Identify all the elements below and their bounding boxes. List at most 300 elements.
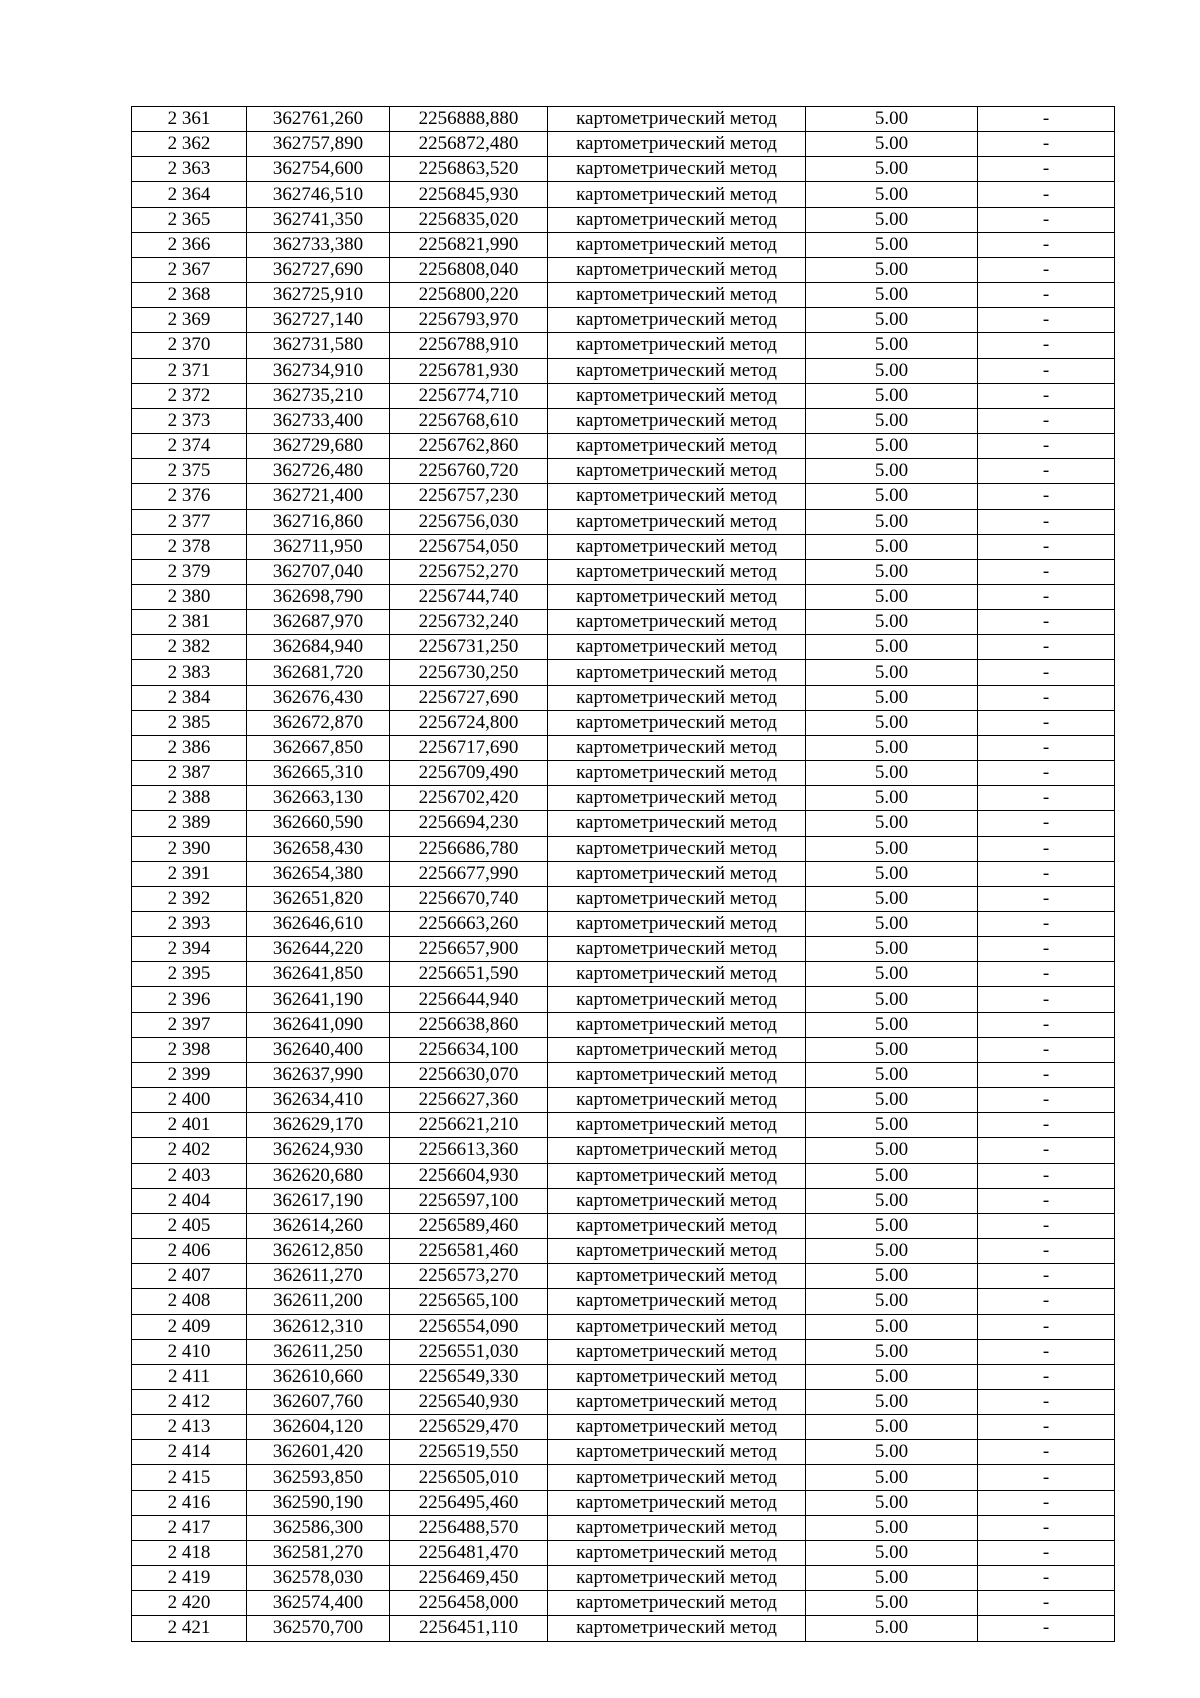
y-coordinate-cell: 2256638,860 [390, 1012, 548, 1037]
point-number-cell: 2 395 [132, 962, 247, 987]
point-number-cell: 2 420 [132, 1591, 247, 1616]
note-cell: - [978, 182, 1115, 207]
x-coordinate-cell: 362660,590 [247, 811, 390, 836]
point-number-cell: 2 398 [132, 1037, 247, 1062]
method-cell: картометрический метод [548, 232, 806, 257]
table-row [132, 1213, 1115, 1238]
table-row [132, 257, 1115, 282]
table-row [132, 434, 1115, 459]
table-row [132, 283, 1115, 308]
note-cell: - [978, 283, 1115, 308]
x-coordinate-cell: 362593,850 [247, 1465, 390, 1490]
accuracy-cell: 5.00 [806, 685, 978, 710]
y-coordinate-cell: 2256540,930 [390, 1389, 548, 1414]
note-cell: - [978, 107, 1115, 132]
point-number-cell: 2 418 [132, 1540, 247, 1565]
method-cell: картометрический метод [548, 157, 806, 182]
table-row [132, 1389, 1115, 1414]
y-coordinate-cell: 2256630,070 [390, 1062, 548, 1087]
y-coordinate-cell: 2256835,020 [390, 207, 548, 232]
point-number-cell: 2 377 [132, 509, 247, 534]
x-coordinate-cell: 362641,090 [247, 1012, 390, 1037]
method-cell: картометрический метод [548, 786, 806, 811]
y-coordinate-cell: 2256731,250 [390, 635, 548, 660]
method-cell: картометрический метод [548, 685, 806, 710]
x-coordinate-cell: 362644,220 [247, 937, 390, 962]
table-row [132, 1415, 1115, 1440]
accuracy-cell: 5.00 [806, 1289, 978, 1314]
note-cell: - [978, 1289, 1115, 1314]
accuracy-cell: 5.00 [806, 1515, 978, 1540]
x-coordinate-cell: 362698,790 [247, 584, 390, 609]
table-row [132, 1113, 1115, 1138]
accuracy-cell: 5.00 [806, 534, 978, 559]
y-coordinate-cell: 2256488,570 [390, 1515, 548, 1540]
table-row [132, 1163, 1115, 1188]
table-row [132, 1289, 1115, 1314]
y-coordinate-cell: 2256821,990 [390, 232, 548, 257]
point-number-cell: 2 397 [132, 1012, 247, 1037]
method-cell: картометрический метод [548, 1616, 806, 1641]
method-cell: картометрический метод [548, 584, 806, 609]
table-row [132, 761, 1115, 786]
accuracy-cell: 5.00 [806, 1188, 978, 1213]
accuracy-cell: 5.00 [806, 1037, 978, 1062]
point-number-cell: 2 396 [132, 987, 247, 1012]
table-row [132, 1138, 1115, 1163]
note-cell: - [978, 1037, 1115, 1062]
note-cell: - [978, 509, 1115, 534]
accuracy-cell: 5.00 [806, 1540, 978, 1565]
note-cell: - [978, 232, 1115, 257]
method-cell: картометрический метод [548, 861, 806, 886]
x-coordinate-cell: 362637,990 [247, 1062, 390, 1087]
point-number-cell: 2 400 [132, 1088, 247, 1113]
note-cell: - [978, 434, 1115, 459]
note-cell: - [978, 1138, 1115, 1163]
x-coordinate-cell: 362611,250 [247, 1339, 390, 1364]
y-coordinate-cell: 2256757,230 [390, 484, 548, 509]
table-row [132, 232, 1115, 257]
table-row [132, 1465, 1115, 1490]
point-number-cell: 2 385 [132, 710, 247, 735]
x-coordinate-cell: 362725,910 [247, 283, 390, 308]
accuracy-cell: 5.00 [806, 1465, 978, 1490]
point-number-cell: 2 363 [132, 157, 247, 182]
point-number-cell: 2 414 [132, 1440, 247, 1465]
x-coordinate-cell: 362672,870 [247, 710, 390, 735]
note-cell: - [978, 1540, 1115, 1565]
point-number-cell: 2 401 [132, 1113, 247, 1138]
method-cell: картометрический метод [548, 735, 806, 760]
x-coordinate-cell: 362641,190 [247, 987, 390, 1012]
table-row [132, 534, 1115, 559]
point-number-cell: 2 411 [132, 1364, 247, 1389]
note-cell: - [978, 157, 1115, 182]
method-cell: картометрический метод [548, 1163, 806, 1188]
table-row [132, 333, 1115, 358]
accuracy-cell: 5.00 [806, 132, 978, 157]
y-coordinate-cell: 2256549,330 [390, 1364, 548, 1389]
accuracy-cell: 5.00 [806, 358, 978, 383]
table-row [132, 836, 1115, 861]
y-coordinate-cell: 2256863,520 [390, 157, 548, 182]
x-coordinate-cell: 362641,850 [247, 962, 390, 987]
x-coordinate-cell: 362570,700 [247, 1616, 390, 1641]
point-number-cell: 2 415 [132, 1465, 247, 1490]
point-number-cell: 2 370 [132, 333, 247, 358]
y-coordinate-cell: 2256762,860 [390, 434, 548, 459]
method-cell: картометрический метод [548, 107, 806, 132]
x-coordinate-cell: 362733,400 [247, 408, 390, 433]
point-number-cell: 2 388 [132, 786, 247, 811]
accuracy-cell: 5.00 [806, 1616, 978, 1641]
table-row [132, 1264, 1115, 1289]
point-number-cell: 2 407 [132, 1264, 247, 1289]
method-cell: картометрический метод [548, 559, 806, 584]
y-coordinate-cell: 2256888,880 [390, 107, 548, 132]
point-number-cell: 2 365 [132, 207, 247, 232]
point-number-cell: 2 417 [132, 1515, 247, 1540]
table-row [132, 358, 1115, 383]
accuracy-cell: 5.00 [806, 584, 978, 609]
accuracy-cell: 5.00 [806, 1314, 978, 1339]
point-number-cell: 2 380 [132, 584, 247, 609]
accuracy-cell: 5.00 [806, 1012, 978, 1037]
note-cell: - [978, 811, 1115, 836]
point-number-cell: 2 404 [132, 1188, 247, 1213]
x-coordinate-cell: 362578,030 [247, 1566, 390, 1591]
method-cell: картометрический метод [548, 1138, 806, 1163]
x-coordinate-cell: 362731,580 [247, 333, 390, 358]
note-cell: - [978, 1490, 1115, 1515]
accuracy-cell: 5.00 [806, 1591, 978, 1616]
method-cell: картометрический метод [548, 1213, 806, 1238]
table-row [132, 710, 1115, 735]
method-cell: картометрический метод [548, 987, 806, 1012]
note-cell: - [978, 484, 1115, 509]
point-number-cell: 2 410 [132, 1339, 247, 1364]
note-cell: - [978, 635, 1115, 660]
point-number-cell: 2 393 [132, 912, 247, 937]
method-cell: картометрический метод [548, 408, 806, 433]
y-coordinate-cell: 2256670,740 [390, 886, 548, 911]
method-cell: картометрический метод [548, 1012, 806, 1037]
x-coordinate-cell: 362581,270 [247, 1540, 390, 1565]
x-coordinate-cell: 362610,660 [247, 1364, 390, 1389]
accuracy-cell: 5.00 [806, 811, 978, 836]
table-row [132, 1188, 1115, 1213]
note-cell: - [978, 1616, 1115, 1641]
table-row [132, 157, 1115, 182]
x-coordinate-cell: 362611,200 [247, 1289, 390, 1314]
note-cell: - [978, 1465, 1115, 1490]
x-coordinate-cell: 362681,720 [247, 660, 390, 685]
table-row [132, 1540, 1115, 1565]
table-row [132, 459, 1115, 484]
table-row [132, 1012, 1115, 1037]
note-cell: - [978, 1389, 1115, 1414]
method-cell: картометрический метод [548, 710, 806, 735]
note-cell: - [978, 912, 1115, 937]
accuracy-cell: 5.00 [806, 610, 978, 635]
method-cell: картометрический метод [548, 434, 806, 459]
y-coordinate-cell: 2256529,470 [390, 1415, 548, 1440]
note-cell: - [978, 257, 1115, 282]
x-coordinate-cell: 362721,400 [247, 484, 390, 509]
note-cell: - [978, 1591, 1115, 1616]
accuracy-cell: 5.00 [806, 1490, 978, 1515]
point-number-cell: 2 421 [132, 1616, 247, 1641]
table-row [132, 886, 1115, 911]
y-coordinate-cell: 2256657,900 [390, 937, 548, 962]
y-coordinate-cell: 2256686,780 [390, 836, 548, 861]
accuracy-cell: 5.00 [806, 861, 978, 886]
point-number-cell: 2 364 [132, 182, 247, 207]
y-coordinate-cell: 2256451,110 [390, 1616, 548, 1641]
note-cell: - [978, 735, 1115, 760]
note-cell: - [978, 610, 1115, 635]
accuracy-cell: 5.00 [806, 434, 978, 459]
table-row [132, 484, 1115, 509]
method-cell: картометрический метод [548, 358, 806, 383]
accuracy-cell: 5.00 [806, 308, 978, 333]
point-number-cell: 2 391 [132, 861, 247, 886]
method-cell: картометрический метод [548, 1088, 806, 1113]
table-row [132, 635, 1115, 660]
accuracy-cell: 5.00 [806, 459, 978, 484]
method-cell: картометрический метод [548, 660, 806, 685]
accuracy-cell: 5.00 [806, 1415, 978, 1440]
point-number-cell: 2 384 [132, 685, 247, 710]
point-number-cell: 2 419 [132, 1566, 247, 1591]
x-coordinate-cell: 362586,300 [247, 1515, 390, 1540]
method-cell: картометрический метод [548, 308, 806, 333]
x-coordinate-cell: 362658,430 [247, 836, 390, 861]
table-row [132, 861, 1115, 886]
point-number-cell: 2 378 [132, 534, 247, 559]
point-number-cell: 2 361 [132, 107, 247, 132]
table-row [132, 308, 1115, 333]
table-row [132, 1088, 1115, 1113]
note-cell: - [978, 886, 1115, 911]
method-cell: картометрический метод [548, 1239, 806, 1264]
point-number-cell: 2 405 [132, 1213, 247, 1238]
accuracy-cell: 5.00 [806, 484, 978, 509]
note-cell: - [978, 987, 1115, 1012]
note-cell: - [978, 1188, 1115, 1213]
note-cell: - [978, 534, 1115, 559]
x-coordinate-cell: 362614,260 [247, 1213, 390, 1238]
note-cell: - [978, 333, 1115, 358]
y-coordinate-cell: 2256589,460 [390, 1213, 548, 1238]
method-cell: картометрический метод [548, 383, 806, 408]
accuracy-cell: 5.00 [806, 182, 978, 207]
note-cell: - [978, 1314, 1115, 1339]
x-coordinate-cell: 362754,600 [247, 157, 390, 182]
method-cell: картометрический метод [548, 761, 806, 786]
method-cell: картометрический метод [548, 459, 806, 484]
y-coordinate-cell: 2256565,100 [390, 1289, 548, 1314]
method-cell: картометрический метод [548, 1364, 806, 1389]
accuracy-cell: 5.00 [806, 962, 978, 987]
x-coordinate-cell: 362607,760 [247, 1389, 390, 1414]
y-coordinate-cell: 2256756,030 [390, 509, 548, 534]
note-cell: - [978, 1088, 1115, 1113]
table-row [132, 962, 1115, 987]
accuracy-cell: 5.00 [806, 660, 978, 685]
point-number-cell: 2 402 [132, 1138, 247, 1163]
table-row [132, 1490, 1115, 1515]
accuracy-cell: 5.00 [806, 559, 978, 584]
point-number-cell: 2 379 [132, 559, 247, 584]
point-number-cell: 2 390 [132, 836, 247, 861]
point-number-cell: 2 375 [132, 459, 247, 484]
accuracy-cell: 5.00 [806, 157, 978, 182]
y-coordinate-cell: 2256469,450 [390, 1566, 548, 1591]
accuracy-cell: 5.00 [806, 735, 978, 760]
accuracy-cell: 5.00 [806, 1264, 978, 1289]
x-coordinate-cell: 362590,190 [247, 1490, 390, 1515]
note-cell: - [978, 559, 1115, 584]
table-row [132, 786, 1115, 811]
note-cell: - [978, 962, 1115, 987]
point-number-cell: 2 372 [132, 383, 247, 408]
note-cell: - [978, 1264, 1115, 1289]
method-cell: картометрический метод [548, 937, 806, 962]
point-number-cell: 2 371 [132, 358, 247, 383]
x-coordinate-cell: 362761,260 [247, 107, 390, 132]
method-cell: картометрический метод [548, 257, 806, 282]
y-coordinate-cell: 2256800,220 [390, 283, 548, 308]
method-cell: картометрический метод [548, 886, 806, 911]
point-number-cell: 2 399 [132, 1062, 247, 1087]
method-cell: картометрический метод [548, 509, 806, 534]
y-coordinate-cell: 2256760,720 [390, 459, 548, 484]
method-cell: картометрический метод [548, 1540, 806, 1565]
accuracy-cell: 5.00 [806, 1138, 978, 1163]
method-cell: картометрический метод [548, 1289, 806, 1314]
coordinates-table [131, 106, 1115, 1642]
table-row [132, 182, 1115, 207]
y-coordinate-cell: 2256724,800 [390, 710, 548, 735]
point-number-cell: 2 369 [132, 308, 247, 333]
note-cell: - [978, 1213, 1115, 1238]
y-coordinate-cell: 2256644,940 [390, 987, 548, 1012]
x-coordinate-cell: 362727,690 [247, 257, 390, 282]
y-coordinate-cell: 2256872,480 [390, 132, 548, 157]
point-number-cell: 2 408 [132, 1289, 247, 1314]
note-cell: - [978, 1339, 1115, 1364]
y-coordinate-cell: 2256730,250 [390, 660, 548, 685]
point-number-cell: 2 413 [132, 1415, 247, 1440]
table-row [132, 912, 1115, 937]
y-coordinate-cell: 2256573,270 [390, 1264, 548, 1289]
method-cell: картометрический метод [548, 635, 806, 660]
x-coordinate-cell: 362574,400 [247, 1591, 390, 1616]
note-cell: - [978, 861, 1115, 886]
x-coordinate-cell: 362733,380 [247, 232, 390, 257]
x-coordinate-cell: 362665,310 [247, 761, 390, 786]
method-cell: картометрический метод [548, 1490, 806, 1515]
x-coordinate-cell: 362746,510 [247, 182, 390, 207]
x-coordinate-cell: 362601,420 [247, 1440, 390, 1465]
accuracy-cell: 5.00 [806, 786, 978, 811]
point-number-cell: 2 406 [132, 1239, 247, 1264]
method-cell: картометрический метод [548, 1591, 806, 1616]
x-coordinate-cell: 362741,350 [247, 207, 390, 232]
x-coordinate-cell: 362726,480 [247, 459, 390, 484]
x-coordinate-cell: 362620,680 [247, 1163, 390, 1188]
method-cell: картометрический метод [548, 836, 806, 861]
note-cell: - [978, 383, 1115, 408]
x-coordinate-cell: 362611,270 [247, 1264, 390, 1289]
point-number-cell: 2 374 [132, 434, 247, 459]
x-coordinate-cell: 362651,820 [247, 886, 390, 911]
method-cell: картометрический метод [548, 1113, 806, 1138]
table-row [132, 383, 1115, 408]
x-coordinate-cell: 362734,910 [247, 358, 390, 383]
x-coordinate-cell: 362735,210 [247, 383, 390, 408]
table-row [132, 584, 1115, 609]
point-number-cell: 2 373 [132, 408, 247, 433]
y-coordinate-cell: 2256581,460 [390, 1239, 548, 1264]
y-coordinate-cell: 2256505,010 [390, 1465, 548, 1490]
y-coordinate-cell: 2256604,930 [390, 1163, 548, 1188]
y-coordinate-cell: 2256781,930 [390, 358, 548, 383]
table-row [132, 811, 1115, 836]
y-coordinate-cell: 2256627,360 [390, 1088, 548, 1113]
method-cell: картометрический метод [548, 1515, 806, 1540]
accuracy-cell: 5.00 [806, 836, 978, 861]
method-cell: картометрический метод [548, 811, 806, 836]
y-coordinate-cell: 2256613,360 [390, 1138, 548, 1163]
table-row [132, 735, 1115, 760]
table-row [132, 660, 1115, 685]
note-cell: - [978, 584, 1115, 609]
y-coordinate-cell: 2256663,260 [390, 912, 548, 937]
note-cell: - [978, 1515, 1115, 1540]
y-coordinate-cell: 2256774,710 [390, 383, 548, 408]
accuracy-cell: 5.00 [806, 987, 978, 1012]
note-cell: - [978, 459, 1115, 484]
table-row [132, 987, 1115, 1012]
method-cell: картометрический метод [548, 610, 806, 635]
method-cell: картометрический метод [548, 1465, 806, 1490]
accuracy-cell: 5.00 [806, 383, 978, 408]
x-coordinate-cell: 362757,890 [247, 132, 390, 157]
method-cell: картометрический метод [548, 1415, 806, 1440]
method-cell: картометрический метод [548, 912, 806, 937]
accuracy-cell: 5.00 [806, 1088, 978, 1113]
table-row [132, 207, 1115, 232]
point-number-cell: 2 382 [132, 635, 247, 660]
method-cell: картометрический метод [548, 1440, 806, 1465]
x-coordinate-cell: 362634,410 [247, 1088, 390, 1113]
table-row [132, 1440, 1115, 1465]
x-coordinate-cell: 362687,970 [247, 610, 390, 635]
method-cell: картометрический метод [548, 484, 806, 509]
point-number-cell: 2 394 [132, 937, 247, 962]
method-cell: картометрический метод [548, 1062, 806, 1087]
accuracy-cell: 5.00 [806, 1239, 978, 1264]
accuracy-cell: 5.00 [806, 107, 978, 132]
note-cell: - [978, 408, 1115, 433]
table-row [132, 107, 1115, 132]
y-coordinate-cell: 2256754,050 [390, 534, 548, 559]
table-row [132, 408, 1115, 433]
note-cell: - [978, 132, 1115, 157]
